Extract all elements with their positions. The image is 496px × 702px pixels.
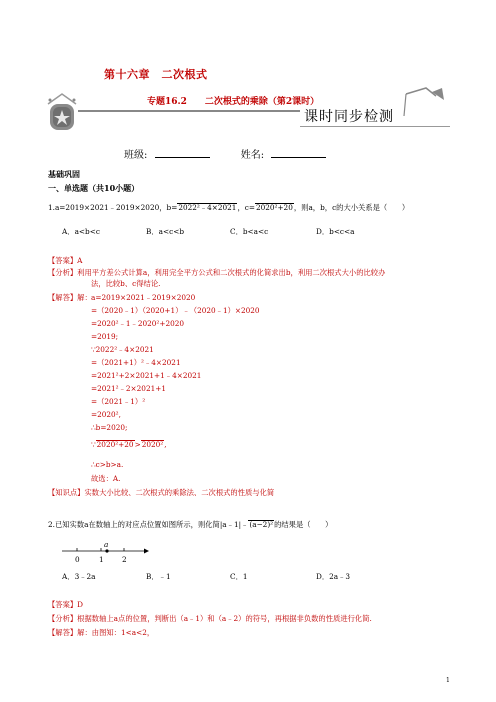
q1-step: ∴b=2020;	[91, 423, 128, 432]
q1-sqrt-b: 2022²﹣4×2021	[178, 203, 237, 212]
q1-step: 故选：A.	[91, 474, 121, 483]
q2-option-a[interactable]: A．3﹣2a	[62, 572, 96, 581]
chapter-title: 第十六章 二次根式	[104, 68, 208, 81]
q1-step: =（2021+1）²﹣4×2021	[91, 358, 181, 367]
q2-analysis: 【分析】根据数轴上a点的位置，判断出（a﹣1）和（a﹣2）的符号，再根据非负数的性质进行化简.	[48, 614, 372, 623]
q1-option-c[interactable]: C．b<a<c	[230, 227, 269, 236]
class-name-line	[124, 146, 326, 161]
q1-option-a[interactable]: A．a<b<c	[62, 227, 100, 236]
q1-step: =2020²,	[91, 410, 121, 419]
point-a	[105, 549, 108, 552]
q2-sqrt: (a−2)²	[249, 520, 274, 529]
q1-step: =（2021﹣1）²	[91, 397, 146, 406]
q1-compare: ∵2020²+20>2020²,	[91, 440, 167, 449]
q2-answer: 【答案】D	[48, 600, 84, 609]
page-number: 1	[446, 677, 450, 684]
q1-analysis-1: 【分析】利用平方差公式计算a，利用完全平方公式和二次根式的化简求出b，利用二次根式大小的比较办	[48, 268, 386, 277]
q1-sqrt-c: 2020²+20	[255, 203, 293, 212]
q1-knowledge: 【知识点】实数大小比较、二次根式的乘除法、二次根式的性质与化简	[48, 488, 275, 497]
q1-compare-left: 2020²+20	[96, 440, 134, 449]
axis-label: 0	[75, 555, 80, 564]
q1-stem: 1.a=2019×2021﹣2019×2020，b=2022²﹣4×2021，c=2020²+20，则a，b，c的大小关系是（ ）	[48, 203, 410, 212]
topic-title: 专题16.2 二次根式的乘除（第2课时）	[147, 97, 320, 107]
banner-title: 课时同步检测	[304, 109, 394, 125]
desk-lamp-icon	[398, 84, 448, 120]
award-badge-icon	[44, 90, 80, 132]
q1-step: =（2020﹣1）（2020+1）﹣（2020﹣1）×2020	[91, 306, 260, 315]
q1-step: a=2019×2021﹣2019×2020	[91, 293, 196, 302]
section-subtitle: 一、单选题（共10小题）	[48, 183, 140, 193]
name-field[interactable]	[271, 157, 326, 158]
section-title: 基础巩固	[48, 169, 80, 179]
q1-step: =2021²﹣2×2021+1	[91, 384, 166, 393]
q2-option-d[interactable]: D．2a﹣3	[316, 572, 351, 581]
q1-option-b[interactable]: B．a<c<b	[146, 227, 184, 236]
point-a-label: a	[104, 540, 109, 549]
q1-step: ∴c>b>a.	[91, 460, 124, 469]
q1-step: =2019;	[91, 332, 119, 341]
header-divider	[78, 110, 300, 112]
axis-label: 2	[122, 555, 127, 564]
q2-stem: 2.已知实数a在数轴上的对应点位置如图所示，则化简|a﹣1|﹣(a−2)²的结果是（ ）	[48, 520, 333, 529]
class-field[interactable]	[155, 157, 210, 158]
q1-step: ∵2022²﹣4×2021	[91, 345, 154, 354]
q1-step: =2020²﹣1﹣2020²+2020	[91, 319, 185, 328]
name-label: 姓名:	[240, 150, 265, 161]
q1-analysis-2: 法，比较b、c得结论.	[91, 279, 161, 288]
q2-option-c[interactable]: C．1	[230, 572, 248, 581]
banner-underline	[300, 126, 450, 127]
q1-step: =2021²+2×2021+1﹣4×2021	[91, 371, 202, 380]
q1-answer: 【答案】A	[48, 256, 83, 265]
q2-solution: 【解答】解：由图知：1<a<2，	[48, 628, 155, 637]
q1-compare-right: 2020²	[141, 440, 164, 449]
q1-option-d[interactable]: D．b<c<a	[316, 227, 355, 236]
class-label: 班级:	[124, 150, 148, 161]
q1-solution-label: 【解答】解：	[48, 293, 92, 302]
axis-label: 1	[99, 555, 104, 564]
q2-option-b[interactable]: B．﹣1	[146, 572, 171, 581]
